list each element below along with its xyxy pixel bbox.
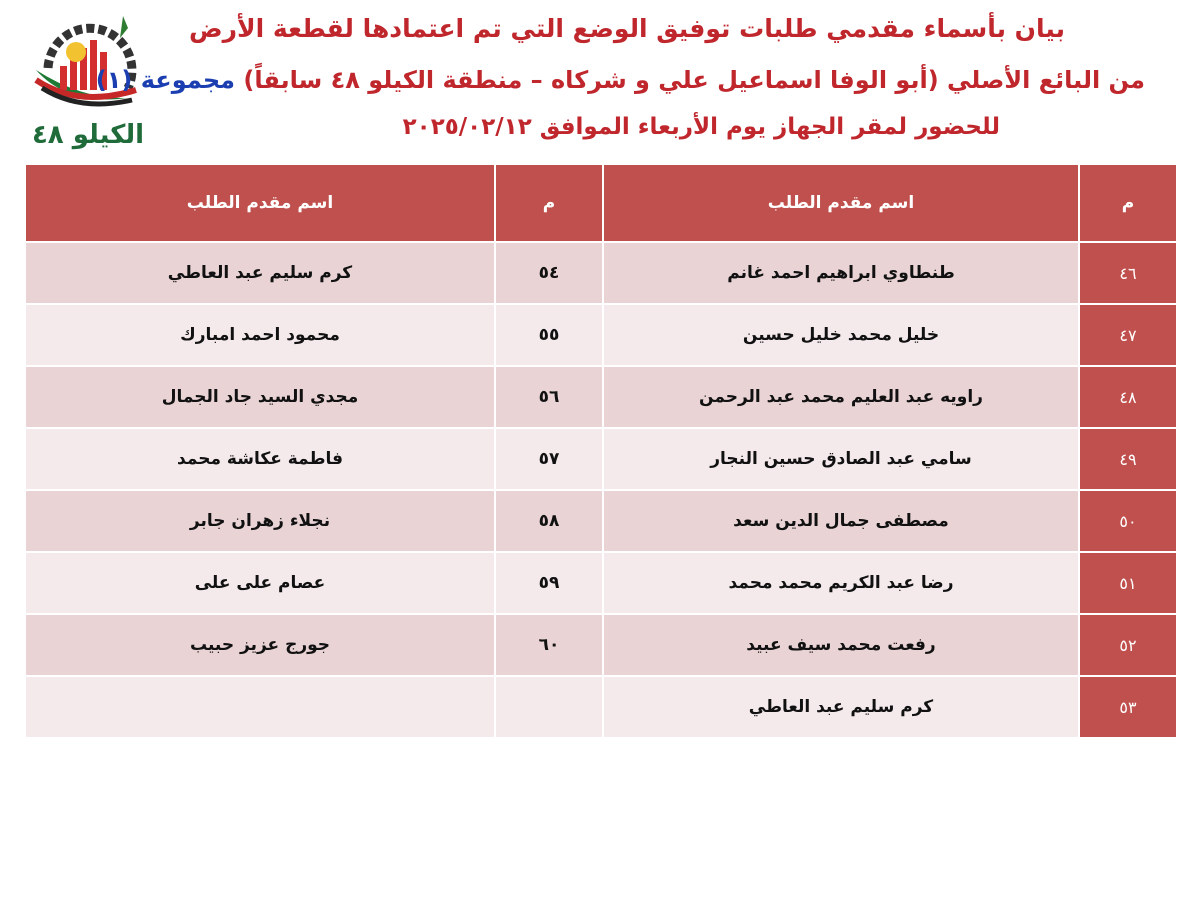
table-row	[25, 552, 1177, 614]
applicant-name-left: محمود احمد امبارك	[25, 304, 495, 366]
applicant-name-right: خليل محمد خليل حسين	[603, 304, 1079, 366]
table-row	[25, 304, 1177, 366]
title-line-2-text: من البائع الأصلي (أبو الوفا اسماعيل علي و شركاه – منطقة الكيلو ٤٨ سابقاً)	[243, 66, 1145, 94]
row-number-left: ٦٠	[495, 614, 603, 676]
table-row	[25, 614, 1177, 676]
row-number-left: ٥٨	[495, 490, 603, 552]
row-number-left: ٥٦	[495, 366, 603, 428]
applicants-table	[24, 163, 1178, 739]
applicant-name-right: رضا عبد الكريم محمد محمد	[603, 552, 1079, 614]
row-number-left: ٥٩	[495, 552, 603, 614]
applicant-name-left: نجلاء زهران جابر	[25, 490, 495, 552]
applicant-name-left: كرم سليم عبد العاطي	[25, 242, 495, 304]
row-number-left	[495, 676, 603, 738]
table-row	[25, 366, 1177, 428]
row-number-right: ٤٧	[1079, 304, 1177, 366]
applicant-name-right: طنطاوي ابراهيم احمد غانم	[603, 242, 1079, 304]
title-line-1: بيان بأسماء مقدمي طلبات توفيق الوضع التي تم اعتمادها لقطعة الأرض	[188, 14, 1065, 43]
row-number-right: ٤٩	[1079, 428, 1177, 490]
table-header-row	[25, 164, 1177, 242]
applicant-name-left: جورج عزيز حبيب	[25, 614, 495, 676]
row-number-left: ٥٥	[495, 304, 603, 366]
applicant-name-left: فاطمة عكاشة محمد	[25, 428, 495, 490]
applicant-name-right: راويه عبد العليم محمد عبد الرحمن	[603, 366, 1079, 428]
header-name-left: اسم مقدم الطلب	[25, 164, 495, 242]
row-number-right: ٤٨	[1079, 366, 1177, 428]
row-number-right: ٥٠	[1079, 490, 1177, 552]
header-num-right: م	[1079, 164, 1177, 242]
table-row	[25, 490, 1177, 552]
applicant-name-left	[25, 676, 495, 738]
row-number-left: ٥٤	[495, 242, 603, 304]
document-header	[0, 0, 1200, 160]
group-label: مجموعة (١)	[95, 66, 235, 94]
row-number-right: ٥١	[1079, 552, 1177, 614]
row-number-right: ٤٦	[1079, 242, 1177, 304]
applicant-name-right: مصطفى جمال الدين سعد	[603, 490, 1079, 552]
title-line-3: للحضور لمقر الجهاز يوم الأربعاء الموافق ٢٠٢٥/٠٢/١٢	[402, 114, 1000, 140]
row-number-right: ٥٣	[1079, 676, 1177, 738]
table-row	[25, 242, 1177, 304]
applicant-name-right: سامي عبد الصادق حسين النجار	[603, 428, 1079, 490]
row-number-right: ٥٢	[1079, 614, 1177, 676]
applicant-name-left: عصام على على	[25, 552, 495, 614]
row-number-left: ٥٧	[495, 428, 603, 490]
logo-caption: الكيلو ٤٨	[31, 120, 145, 150]
header-num-left: م	[495, 164, 603, 242]
applicant-name-right: كرم سليم عبد العاطي	[603, 676, 1079, 738]
title-line-2	[96, 66, 1145, 94]
table-row	[25, 676, 1177, 738]
applicant-name-right: رفعت محمد سيف عبيد	[603, 614, 1079, 676]
applicant-name-left: مجدي السيد جاد الجمال	[25, 366, 495, 428]
table-row	[25, 428, 1177, 490]
header-name-right: اسم مقدم الطلب	[603, 164, 1079, 242]
